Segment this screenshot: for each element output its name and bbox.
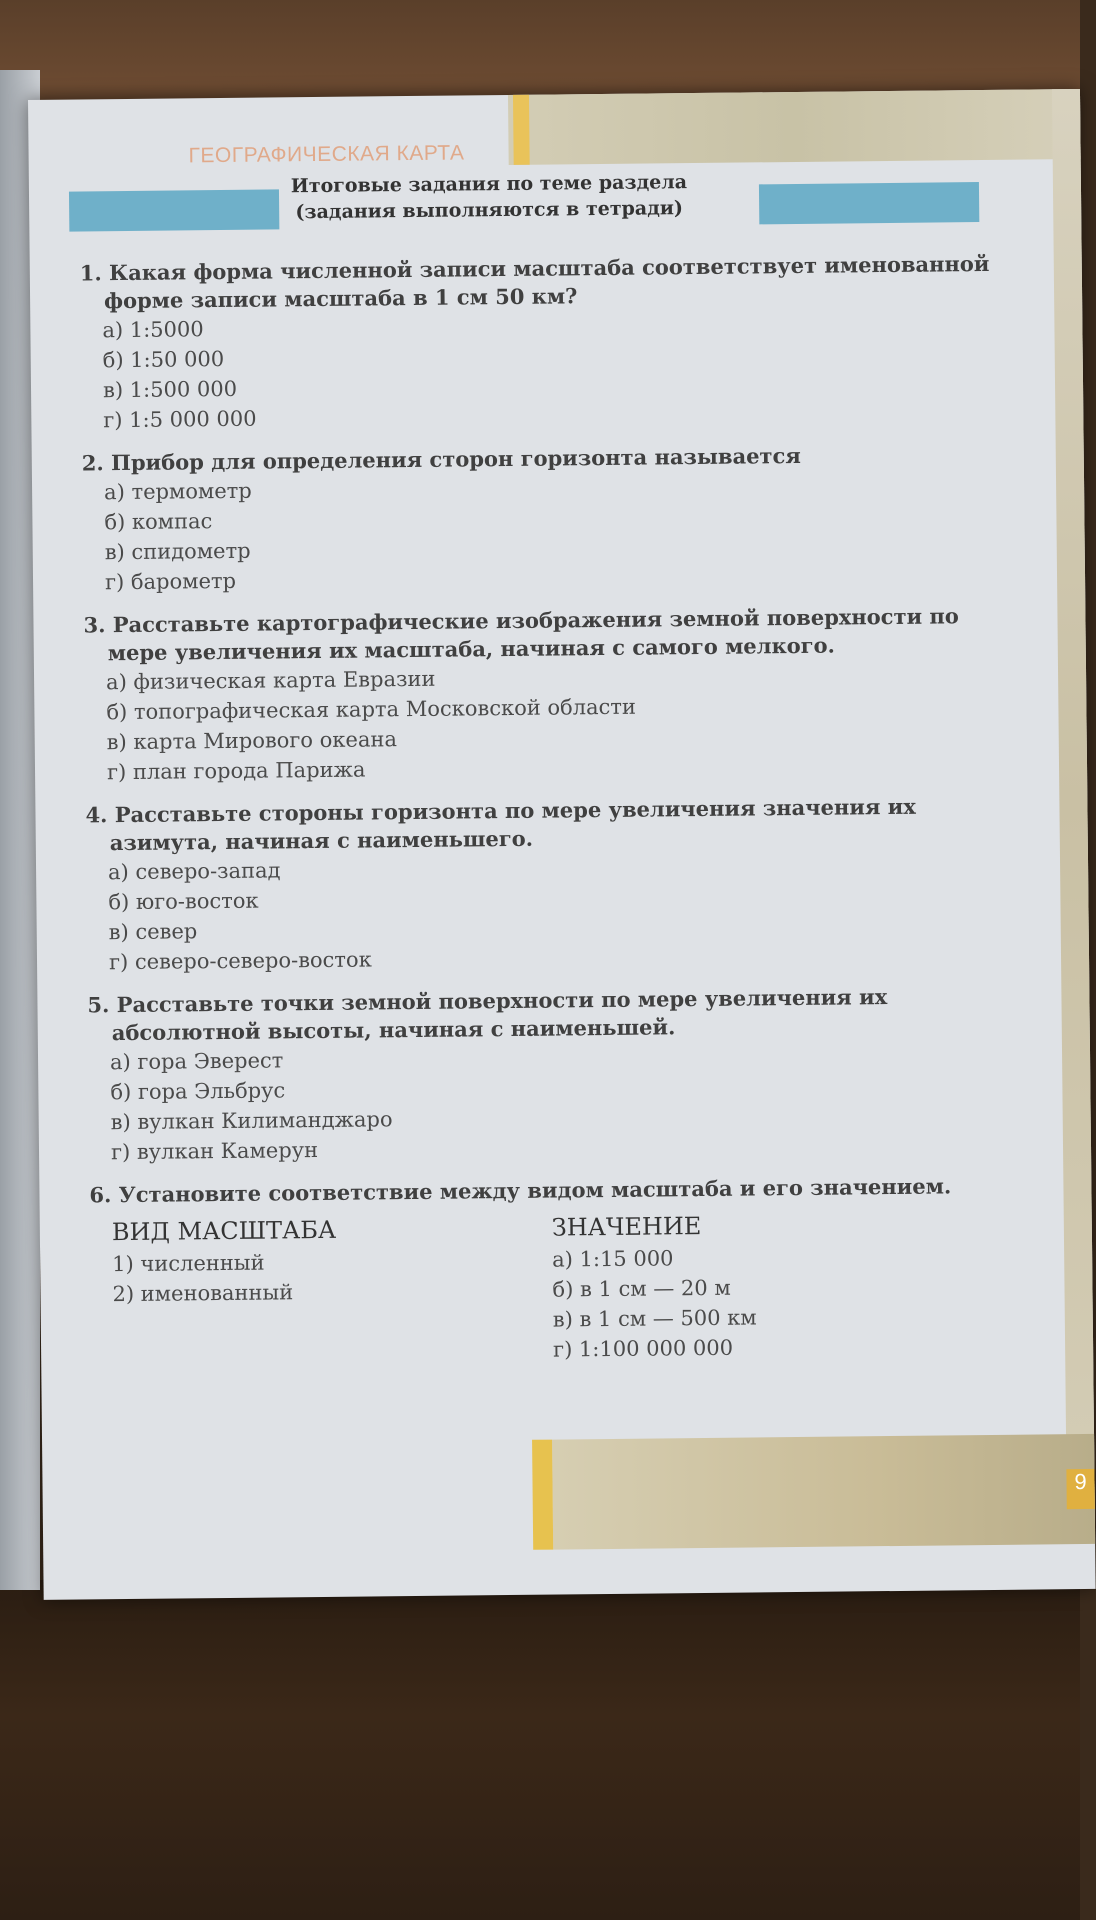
- option: г) план города Парижа: [106, 757, 366, 785]
- question-3: [83, 602, 1025, 788]
- option: в) север: [108, 919, 198, 945]
- option: б) топографическая карта Московской области: [106, 694, 637, 725]
- question-text: Прибор для определения сторон горизонта называется: [110, 442, 801, 476]
- matching-table: [90, 1206, 1032, 1370]
- option: г) северо-северо-восток: [108, 947, 372, 975]
- option: а) физическая карта Евразии: [105, 666, 436, 695]
- question-4: [85, 792, 1027, 978]
- page-number: 9: [1066, 1469, 1094, 1509]
- option: б) в 1 см — 20 м: [552, 1275, 731, 1302]
- option: г) вулкан Камерун: [110, 1138, 319, 1165]
- question-text: Какая форма численной записи масштаба соответствует именованной форме записи масштаба в 1 см 50 км?: [103, 250, 990, 314]
- scale-type-column: [90, 1211, 532, 1370]
- option: г) барометр: [104, 568, 237, 595]
- question-5: [87, 982, 1029, 1168]
- question-number: 4.: [85, 802, 108, 828]
- column-heading: ВИД МАСШТАБА: [111, 1215, 337, 1247]
- question-text: Расставьте картографические изображения земной поверхности по мере увеличения их масштаба, начиная с самого мелкого.: [107, 603, 959, 666]
- option: а) гора Эверест: [109, 1048, 284, 1075]
- question-number: 6.: [89, 1182, 112, 1208]
- map-decoration-top: [508, 89, 1081, 165]
- option: 2) именованный: [112, 1280, 294, 1307]
- option: в) вулкан Килиманджаро: [110, 1107, 393, 1135]
- option: а) северо-запад: [107, 858, 281, 885]
- title-line-2: (задания выполняются в тетради): [295, 197, 684, 224]
- question-text: Установите соответствие между видом масштаба и его значением.: [118, 1173, 952, 1208]
- option: 1) численный: [112, 1250, 265, 1277]
- section-title: [289, 169, 690, 225]
- option: а) 1:5000: [102, 317, 204, 343]
- question-text: Расставьте стороны горизонта по мере увеличения значения их азимута, начиная с наименьшего.: [109, 793, 916, 856]
- accent-bar-bottom: [532, 1440, 553, 1550]
- title-line-1: Итоговые задания по теме раздела: [290, 171, 688, 198]
- table-surface-bottom: [0, 1580, 1080, 1920]
- option: б) 1:50 000: [102, 346, 225, 373]
- column-heading: ЗНАЧЕНИЕ: [551, 1212, 702, 1242]
- questions-list: [80, 250, 1032, 1384]
- question-2: [82, 440, 1023, 598]
- map-decoration-bottom: [552, 1434, 1095, 1550]
- option: в) в 1 см — 500 км: [552, 1305, 757, 1332]
- title-band-left: [69, 189, 279, 231]
- question-1: [80, 250, 1022, 436]
- option: б) юго-восток: [108, 888, 259, 915]
- textbook-page: [28, 89, 1096, 1600]
- question-number: 2.: [81, 450, 104, 476]
- question-text: Расставьте точки земной поверхности по мере увеличения их абсолютной высоты, начиная с наименьшей.: [111, 984, 888, 1046]
- option: в) карта Мирового океана: [106, 727, 398, 755]
- option: в) 1:500 000: [102, 376, 238, 403]
- question-6: [89, 1172, 1031, 1370]
- option: г) 1:100 000 000: [552, 1335, 734, 1362]
- question-number: 1.: [79, 260, 102, 286]
- option: а) термометр: [103, 478, 252, 505]
- running-head: ГЕОГРАФИЧЕСКАЯ КАРТА: [188, 141, 465, 168]
- option: в) спидометр: [104, 538, 251, 565]
- map-decoration-right: [1052, 89, 1095, 1509]
- question-number: 5.: [87, 992, 110, 1018]
- scale-value-column: [530, 1206, 972, 1365]
- option: г) 1:5 000 000: [103, 406, 257, 433]
- title-band-right: [759, 182, 979, 224]
- question-number: 3.: [83, 612, 106, 638]
- option: б) гора Эльбрус: [110, 1078, 286, 1105]
- option: б) компас: [104, 509, 213, 535]
- accent-bar-top: [513, 95, 530, 165]
- option: а) 1:15 000: [552, 1246, 674, 1272]
